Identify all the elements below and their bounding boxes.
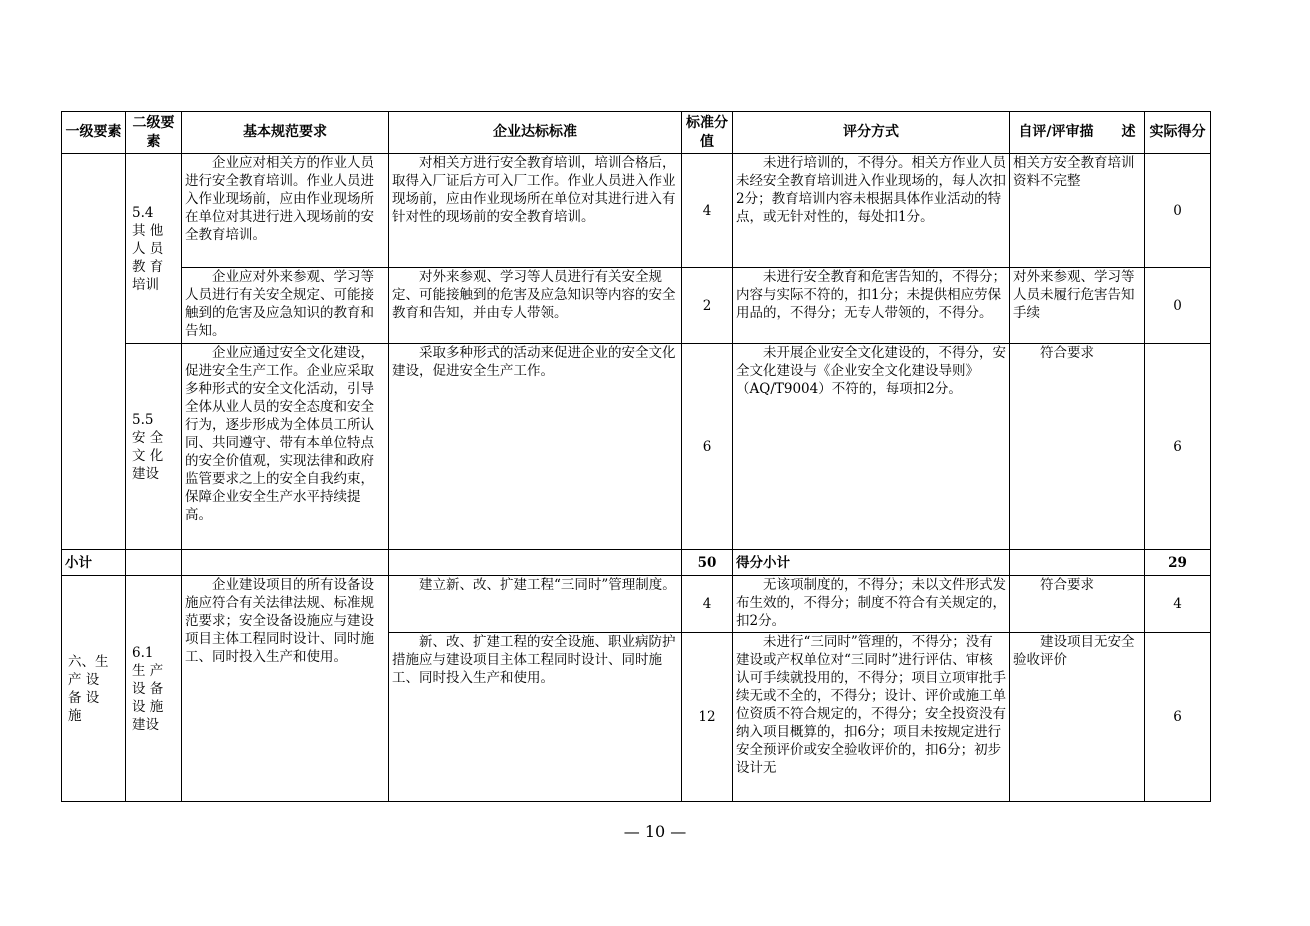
requirement-cell: 企业应对相关方的作业人员进行安全教育培训。作业人员进入作业现场前，应由作业现场所在单位对其进行进入现场前的安全教育培训。 [182,154,389,268]
header-level2: 二级要素 [126,112,182,154]
level2-cell: 5.5 安 全 文 化 建设 [126,344,182,550]
description-cell: 符合要求 [1010,576,1145,633]
subtotal-score: 50 [682,550,733,576]
description-cell: 相关方安全教育培训资料不完整 [1010,154,1145,268]
empty-cell [126,550,182,576]
scoring-table [61,111,1211,802]
header-row [62,112,1211,154]
subtotal-actual: 29 [1145,550,1211,576]
description-cell: 建设项目无安全验收评价 [1010,633,1145,802]
method-cell: 未进行“三同时”管理的，不得分；没有建设或产权单位对“三同时”进行评估、审核认可手续就投用的，不得分；项目立项审批手续无或不全的，不得分；设计、评价或施工单位资质不符合规定的，不得分；安全投资没有纳入项目概算的，扣6分；项目未按规定进行安全预评价或安全验收评价的，扣6分；初步设计无 [733,633,1010,802]
header-level1: 一级要素 [62,112,126,154]
method-cell: 未进行培训的，不得分。相关方作业人员未经安全教育培训进入作业现场的，每人次扣2分；教育培训内容未根据具体作业活动的特点，或无针对性的，每处扣1分。 [733,154,1010,268]
subtotal-row [62,550,1211,576]
header-requirement: 基本规范要求 [182,112,389,154]
empty-cell [182,550,389,576]
score-cell: 4 [682,576,733,633]
header-actual: 实际得分 [1145,112,1211,154]
header-description: 自评/评审描 述 [1010,112,1145,154]
subtotal-label: 小计 [62,550,126,576]
level1-cell: 六、生 产 设 备 设 施 [62,576,126,802]
actual-score-cell: 4 [1145,576,1211,633]
header-score: 标准分值 [682,112,733,154]
score-cell: 12 [682,633,733,802]
header-method: 评分方式 [733,112,1010,154]
subtotal-method: 得分小计 [733,550,1010,576]
requirement-cell: 企业建设项目的所有设备设施应符合有关法律法规、标准规范要求；安全设备设施应与建设项目主体工程同时设计、同时施工、同时投入生产和使用。 [182,576,389,802]
standard-cell: 建立新、改、扩建工程“三同时”管理制度。 [389,576,682,633]
actual-score-cell: 0 [1145,154,1211,268]
requirement-cell: 企业应对外来参观、学习等人员进行有关安全规定、可能接触到的危害及应急知识的教育和告知。 [182,268,389,344]
level2-cell: 5.4 其 他 人 员 教 育 培训 [126,154,182,344]
method-cell: 无该项制度的，不得分；未以文件形式发布生效的，不得分；制度不符合有关规定的，扣2分。 [733,576,1010,633]
page-number: — 10 — [623,822,687,841]
method-cell: 未进行安全教育和危害告知的，不得分；内容与实际不符的，扣1分；未提供相应劳保用品的，不得分；无专人带领的，不得分。 [733,268,1010,344]
standard-cell: 对相关方进行安全教育培训，培训合格后，取得入厂证后方可入厂工作。作业人员进入作业现场前，应由作业现场所在单位对其进行进入有针对性的现场前的安全教育培训。 [389,154,682,268]
actual-score-cell: 0 [1145,268,1211,344]
table-row [62,344,1211,550]
score-cell: 6 [682,344,733,550]
table-row [62,154,1211,268]
actual-score-cell: 6 [1145,344,1211,550]
actual-score-cell: 6 [1145,633,1211,802]
level1-cell-empty [62,154,126,550]
standard-cell: 采取多种形式的活动来促进企业的安全文化建设，促进安全生产工作。 [389,344,682,550]
standard-cell: 对外来参观、学习等人员进行有关安全规定、可能接触到的危害及应急知识等内容的安全教育和告知，并由专人带领。 [389,268,682,344]
table-row [62,576,1211,633]
description-cell: 符合要求 [1010,344,1145,550]
level2-cell: 6.1 生 产 设 备 设 施 建设 [126,576,182,802]
description-cell: 对外来参观、学习等人员未履行危害告知手续 [1010,268,1145,344]
empty-cell [1010,550,1145,576]
standard-cell: 新、改、扩建工程的安全设施、职业病防护措施应与建设项目主体工程同时设计、同时施工、同时投入生产和使用。 [389,633,682,802]
requirement-cell: 企业应通过安全文化建设，促进安全生产工作。企业应采取多种形式的安全文化活动，引导全体从业人员的安全态度和安全行为，逐步形成为全体员工所认同、共同遵守、带有本单位特点的安全价值观，实现法律和政府监管要求之上的安全自我约束，保障企业安全生产水平持续提高。 [182,344,389,550]
score-cell: 2 [682,268,733,344]
empty-cell [389,550,682,576]
header-standard: 企业达标标准 [389,112,682,154]
method-cell: 未开展企业安全文化建设的，不得分，安全文化建设与《企业安全文化建设导则》（AQ/T9004）不符的，每项扣2分。 [733,344,1010,550]
score-cell: 4 [682,154,733,268]
table-row [62,268,1211,344]
